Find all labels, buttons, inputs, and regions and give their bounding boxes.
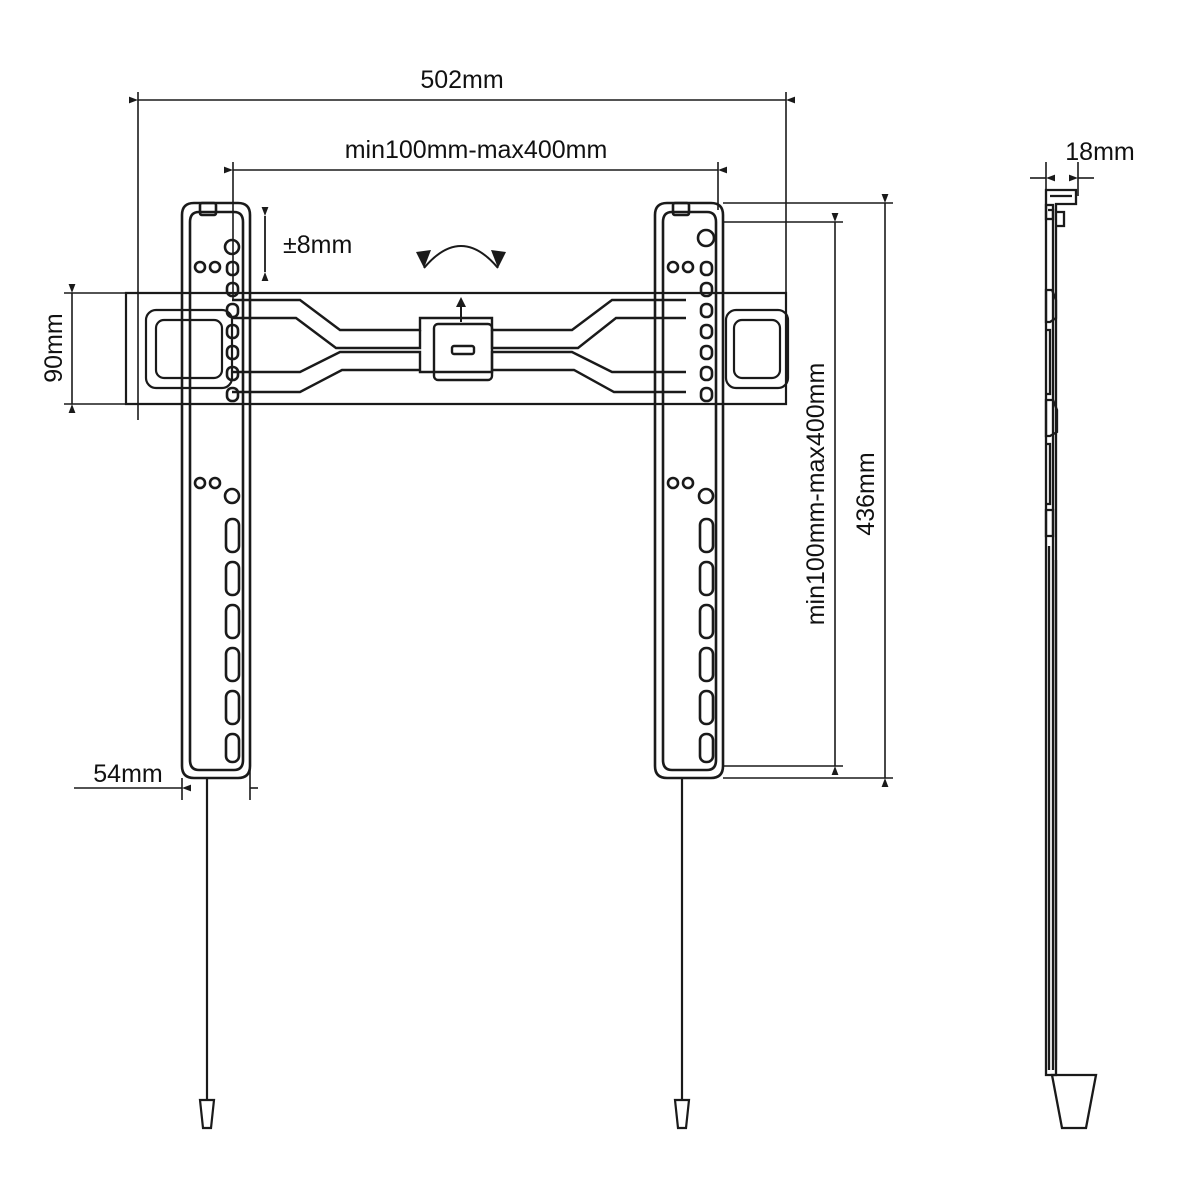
center-arm-assembly bbox=[232, 300, 686, 392]
side-profile bbox=[1046, 190, 1096, 1128]
dimension-bracket-height-label: 90mm bbox=[40, 313, 68, 383]
right-release-cord bbox=[675, 778, 689, 1128]
dimension-overall-width-label: 502mm bbox=[420, 66, 504, 94]
side-view bbox=[1030, 138, 1135, 1128]
left-release-cord bbox=[200, 778, 214, 1128]
right-bracket bbox=[655, 203, 723, 778]
dimension-vesa-horizontal-label: min100mm-max400mm bbox=[344, 136, 608, 164]
wall-plate bbox=[126, 293, 788, 404]
dimension-arm-height-label: 436mm bbox=[852, 452, 880, 536]
dimension-depth-label: 18mm bbox=[1065, 138, 1135, 166]
left-bracket bbox=[182, 203, 250, 778]
tilt-arc-indicator bbox=[416, 246, 506, 268]
dimension-vertical-travel-label: ±8mm bbox=[283, 231, 353, 259]
dimension-bracket-width-label: 54mm bbox=[93, 760, 163, 788]
dimension-vesa-vertical-label: min100mm-max400mm bbox=[802, 362, 830, 626]
front-view bbox=[40, 66, 893, 1128]
